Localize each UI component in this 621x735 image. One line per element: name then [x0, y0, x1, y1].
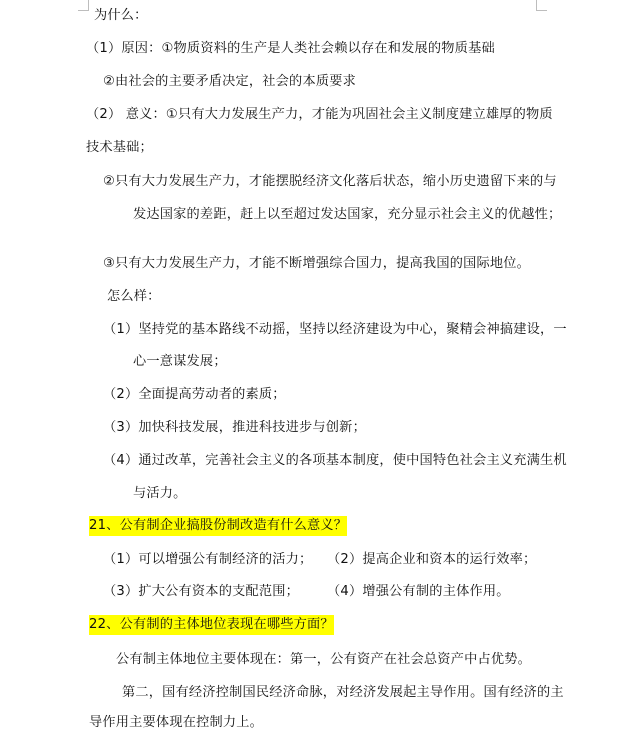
text-line: 导作用主要体现在控制力上。 [89, 715, 264, 730]
text-line: 发达国家的差距，赶上以至超过发达国家，充分显示社会主义的优越性； [133, 207, 562, 222]
question-21-heading [89, 516, 347, 536]
text-line: 第二，国有经济控制国民经济命脉，对经济发展起主导作用。国有经济的主 [122, 685, 564, 700]
text-line: （1）原因：①物质资料的生产是人类社会赖以存在和发展的物质基础 [86, 41, 495, 56]
text-line: ②只有大力发展生产力，才能摆脱经济文化落后状态，缩小历史遗留下来的与 [103, 174, 557, 189]
text-line: ②由社会的主要矛盾决定，社会的本质要求 [103, 74, 356, 89]
text-line: （4）增强公有制的主体作用。 [327, 584, 510, 599]
text-line: （4）通过改革，完善社会主义的各项基本制度，使中国特色社会主义充满生机 [103, 453, 567, 468]
text-line: （2） 意义：①只有大力发展生产力，才能为巩固社会主义制度建立雄厚的物质 [86, 107, 553, 122]
text-line: （3）加快科技发展，推进科技进步与创新； [103, 420, 366, 435]
text-line: 与活力。 [133, 486, 187, 501]
heading-why: 为什么： [94, 8, 148, 23]
text-line: （1）可以增强公有制经济的活力； [103, 552, 313, 567]
text-line: 心一意谋发展； [133, 354, 227, 369]
heading-how: 怎么样： [107, 289, 161, 304]
page-corner-marker-left [78, 0, 89, 11]
text-line: 技术基础； [86, 140, 153, 155]
text-line: 公有制主体地位主要体现在：第一，公有资产在社会总资产中占优势。 [116, 652, 532, 667]
question-22-heading [89, 615, 334, 635]
highlight-question-21: 21、公有制企业搞股份制改造有什么意义？ [89, 516, 347, 536]
text-line: （3）扩大公有资本的支配范围； [103, 584, 300, 599]
text-line: （2）提高企业和资本的运行效率； [327, 552, 537, 567]
text-line: ③只有大力发展生产力，才能不断增强综合国力，提高我国的国际地位。 [103, 256, 531, 271]
text-line: （1）坚持党的基本路线不动摇，坚持以经济建设为中心，聚精会神搞建设，一 [103, 322, 567, 337]
text-line: （2）全面提高劳动者的素质； [103, 387, 286, 402]
page-corner-marker-right [536, 0, 547, 11]
highlight-question-22: 22、公有制的主体地位表现在哪些方面？ [89, 615, 334, 635]
